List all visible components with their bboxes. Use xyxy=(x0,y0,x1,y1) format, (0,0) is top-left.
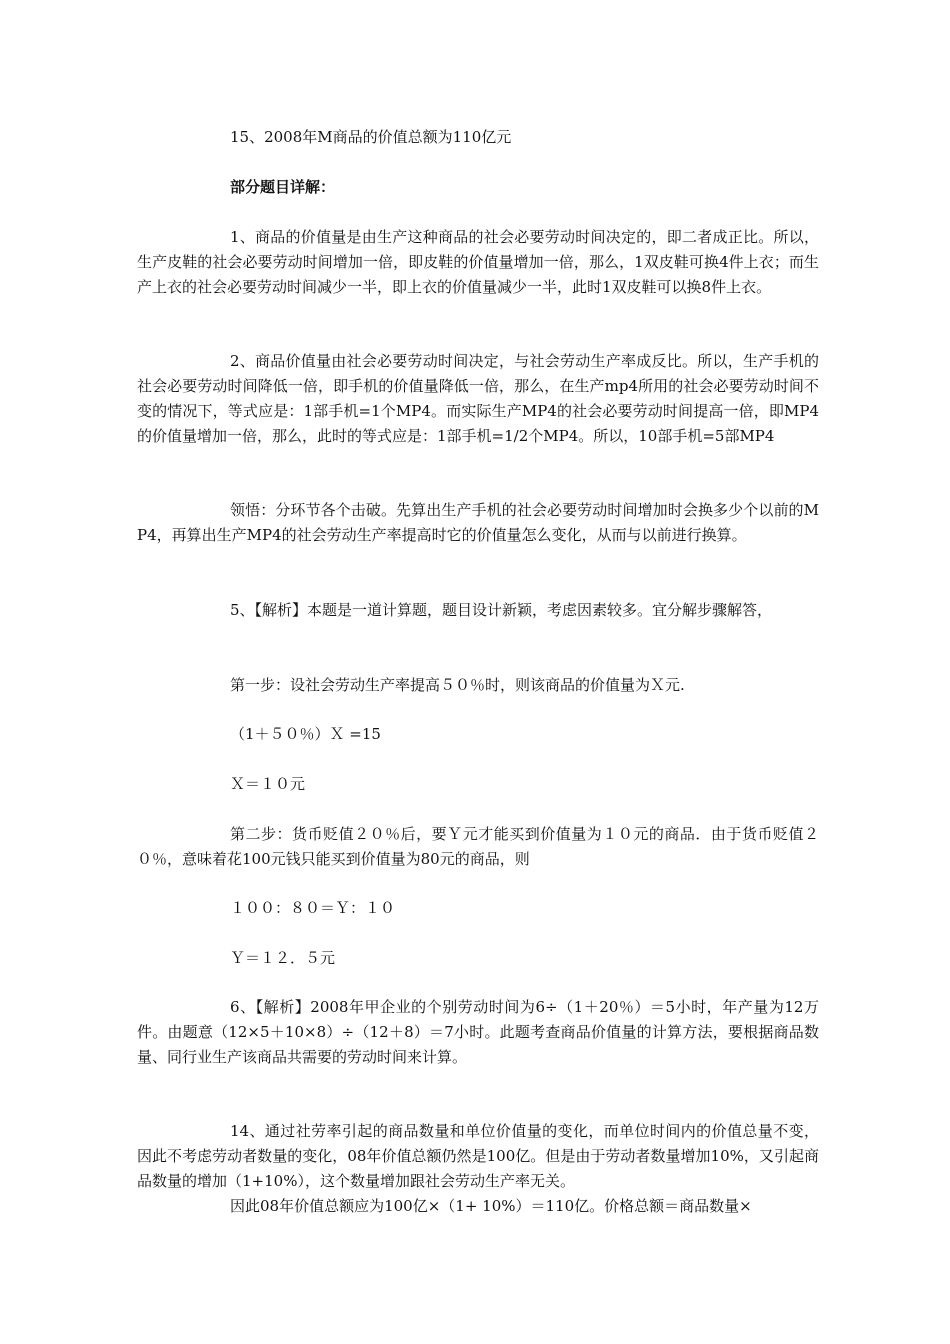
equation-3: １００：８０＝Ｙ：１０ xyxy=(230,899,396,917)
explanation-6: 6、【解析】2008年甲企业的个别劳动时间为6÷（1＋20％）＝5小时，年产量为12万件。由题意（12×5＋10×8）÷（12＋8）＝7小时。此题考查商品价值量的计算方法，要根据商品数量、同行业生产该商品共需要的劳动时间来计算。 xyxy=(137,998,819,1066)
answer-15: 15、2008年M商品的价值总额为110亿元 xyxy=(230,128,512,146)
explanation-2: 2、商品价值量由社会必要劳动时间决定，与社会劳动生产率成反比。所以，生产手机的社会必要劳动时间降低一倍，即手机的价值量降低一倍，那么，在生产mp4所用的社会必要劳动时间不变的情况下，等式应是：1部手机=1个MP4。而实际生产MP4的社会必要劳动时间提高一倍，即MP4的价值量增加一倍，那么，此时的等式应是：1部手机=1/2个MP4。所以，10部手机=5部MP4 xyxy=(137,352,819,445)
equation-4: Ｙ＝１２．５元 xyxy=(230,949,336,967)
insight-note: 领悟：分环节各个击破。先算出生产手机的社会必要劳动时间增加时会换多少个以前的MP4，再算出生产MP4的社会劳动生产率提高时它的价值量怎么变化，从而与以前进行换算。 xyxy=(137,501,819,544)
equation-1: （1＋５０％）Ｘ =15 xyxy=(230,725,381,743)
explanation-1: 1、商品的价值量是由生产这种商品的社会必要劳动时间决定的，即二者成正比。所以，生产皮鞋的社会必要劳动时间增加一倍，即皮鞋的价值量增加一倍，那么，1双皮鞋可换4件上衣；而生产上衣的社会必要劳动时间减少一半，即上衣的价值量减少一半，此时1双皮鞋可以换8件上衣。 xyxy=(137,228,819,296)
conclusion-line: 因此08年价值总额应为100亿×（1+ 10%）＝110亿。价格总额＝商品数量× xyxy=(230,1197,752,1215)
section-heading: 部分题目详解： xyxy=(230,178,336,196)
explanation-5: 5、【解析】本题是一道计算题，题目设计新颖，考虑因素较多。宜分解步骤解答， xyxy=(230,601,773,619)
step-two: 第二步：货币贬值２０％后，要Ｙ元才能买到价值量为１０元的商品．由于货币贬值２０％，意味着花100元钱只能买到价值量为80元的商品，则 xyxy=(137,825,819,868)
equation-2: Ｘ＝１０元 xyxy=(230,775,306,793)
explanation-14: 14、通过社劳率引起的商品数量和单位价值量的变化，而单位时间内的价值总量不变，因此不考虑劳动者数量的变化，08年价值总额仍然是100亿。但是由于劳动者数量增加10%，又引起商品数量的增加（1+10%），这个数量增加跟社会劳动生产率无关。 xyxy=(137,1122,819,1190)
step-one: 第一步：设社会劳动生产率提高５０％时，则该商品的价值量为Ｘ元. xyxy=(230,676,685,694)
